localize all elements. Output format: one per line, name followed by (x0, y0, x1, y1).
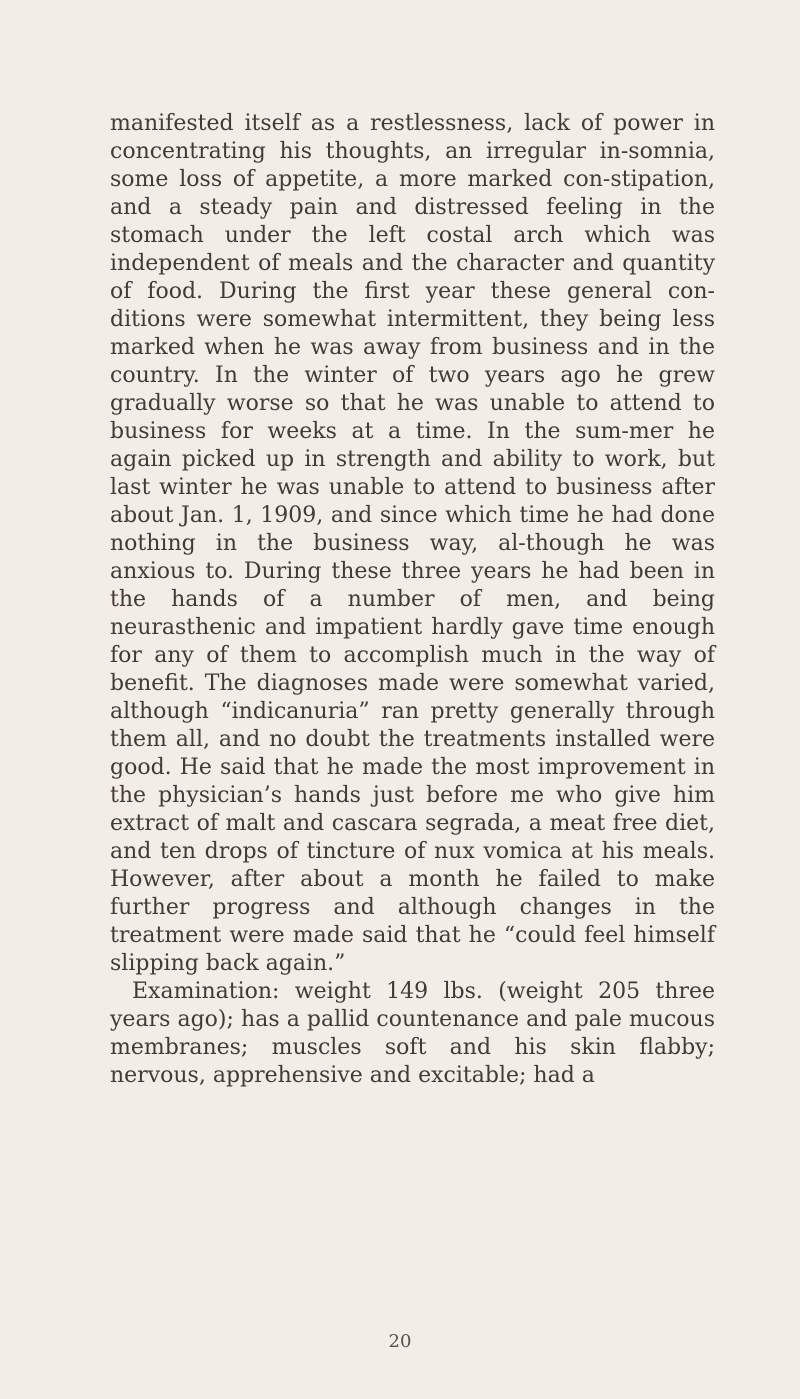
paragraph-case-history: manifested itself as a restlessness, lack of power in concentrating his thoughts, an irregular in-somnia, some loss of appetite, a more marked con-stipation, and a steady pain and distressed feeling in the stomach under the left costal arch which was independent of meals and the character and quantity of food. During the first year these general con-ditions were somewhat intermittent, they being less marked when he was away from business and in the country. In the winter of two years ago he grew gradually worse so that he was unable to attend to business for weeks at a time. In the sum-mer he again picked up in strength and ability to work, but last winter he was unable to attend to business after about Jan. 1, 1909, and since which time he had done nothing in the business way, al-though he was anxious to. During these three years he had been in the hands of a number of men, and being neurasthenic and impatient hardly gave time enough for any of them to accomplish much in the way of benefit. The diagnoses made were somewhat varied, although “indicanuria” ran pretty generally through them all, and no doubt the treatments installed were good. He said that he made the most improvement in the physician’s hands just before me who give him extract of malt and cascara segrada, a meat free diet, and ten drops of tincture of nux vomica at his meals. However, after about a month he failed to make further progress and although changes in the treatment were made said that he “could feel himself slipping back again.” (110, 111, 715, 976)
paragraph-examination: Examination: weight 149 lbs. (weight 205 three years ago); has a pallid countenance and pale mucous membranes; muscles soft and his skin flabby; nervous, apprehensive and excitable; had a (110, 979, 715, 1088)
body-text (110, 110, 715, 1090)
page-number: 20 (388, 1331, 412, 1352)
